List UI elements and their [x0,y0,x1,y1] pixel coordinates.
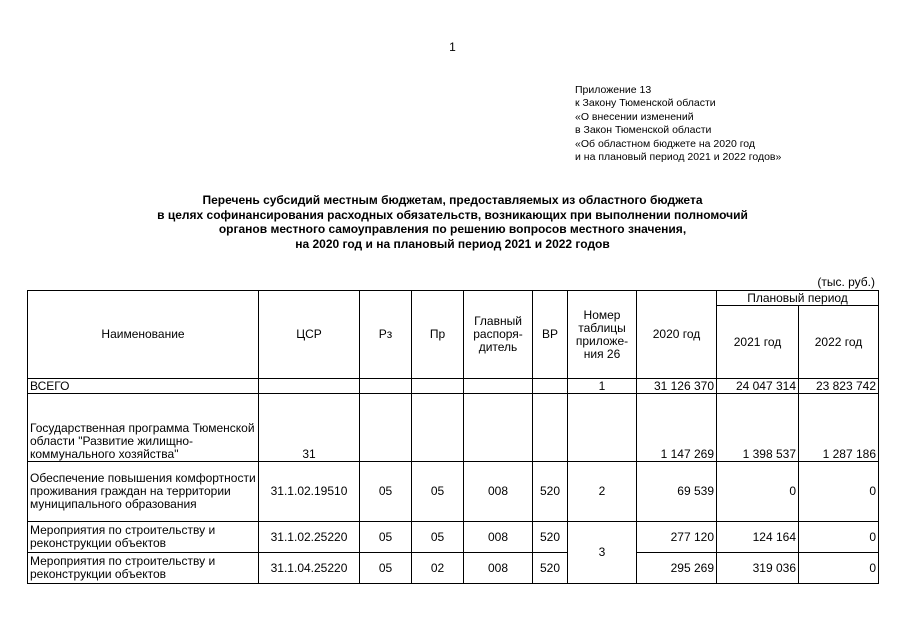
row-vr: 520 [533,522,568,553]
title-line: в целях софинансирования расходных обязательств, возникающих при выполнении полномочий [157,207,748,222]
row-csr: 31.1.04.25220 [259,553,360,584]
row-csr: 31.1.02.19510 [259,462,360,522]
total-2020: 31 126 370 [637,379,717,394]
row-2020: 69 539 [637,462,717,522]
header-pr: Пр [412,291,464,379]
table-row [28,462,879,522]
header-csr: ЦСР [259,291,360,379]
header-rz: Рз [360,291,412,379]
header-year-2022: 2022 год [799,306,879,379]
row-rz: 05 [360,522,412,553]
title-line: Перечень субсидий местным бюджетам, предоставляемых из областного бюджета [202,193,703,207]
appendix-line: в Закон Тюменской области [575,124,712,137]
row-vr: 520 [533,462,568,522]
appendix-line: «О внесении изменений [575,110,694,123]
subsidy-table [27,290,879,584]
header-planned-period: Плановый период [717,291,879,306]
row-2021: 0 [717,462,799,522]
row-rz: 05 [360,553,412,584]
title-line: органов местного самоуправления по решению вопросов местного значения, [218,222,687,236]
title-line: на 2020 год и на плановый период 2021 и 2022 годов [295,236,610,251]
row-pr: 02 [412,553,464,584]
program-2021: 1 398 537 [717,394,799,462]
row-2021: 124 164 [717,522,799,553]
row-2022: 0 [799,553,879,584]
row-table-number: 2 [568,462,637,522]
row-main-manager: 008 [464,462,533,522]
table-row [28,553,879,584]
row-csr: 31.1.02.25220 [259,522,360,553]
page-number: 1 [449,40,456,54]
row-name: Обеспечение повышения комфортности проживания граждан на территории муниципального образования [28,462,259,522]
table-row [28,522,879,553]
header-vr: ВР [533,291,568,379]
row-name: Мероприятия по строительству и реконструкции объектов [28,553,259,584]
appendix-line: и на плановый период 2021 и 2022 годов» [575,151,782,164]
header-table-number: Номер таблицы приложе-ния 26 [568,291,637,379]
row-name: Мероприятия по строительству и реконструкции объектов [28,522,259,553]
document-title [0,193,905,251]
program-name: Государственная программа Тюменской области "Развитие жилищно-коммунального хозяйства" [28,394,259,462]
header-main-manager: Главный распоря-дитель [464,291,533,379]
table-row-total [28,379,879,394]
row-pr: 05 [412,462,464,522]
total-2021: 24 047 314 [717,379,799,394]
row-pr: 05 [412,522,464,553]
row-2022: 0 [799,522,879,553]
program-2022: 1 287 186 [799,394,879,462]
row-rz: 05 [360,462,412,522]
program-csr: 31 [259,394,360,462]
row-2021: 319 036 [717,553,799,584]
appendix-line: Приложение 13 [575,84,652,96]
header-year-2021: 2021 год [717,306,799,379]
row-vr: 520 [533,553,568,584]
appendix-line: «Об областном бюджете на 2020 год [575,137,756,150]
row-2020: 277 120 [637,522,717,553]
row-2022: 0 [799,462,879,522]
table-row-program [28,394,879,462]
program-2020: 1 147 269 [637,394,717,462]
row-main-manager: 008 [464,522,533,553]
row-main-manager: 008 [464,553,533,584]
header-name: Наименование [28,291,259,379]
header-year-2020: 2020 год [637,291,717,379]
appendix-line: к Закону Тюменской области [575,97,716,110]
total-table-number: 1 [568,379,637,394]
row-2020: 295 269 [637,553,717,584]
units-note: (тыс. руб.) [817,275,875,289]
total-label: ВСЕГО [28,379,259,394]
row-table-number: 3 [568,522,637,584]
total-2022: 23 823 742 [799,379,879,394]
appendix-reference [575,84,781,164]
